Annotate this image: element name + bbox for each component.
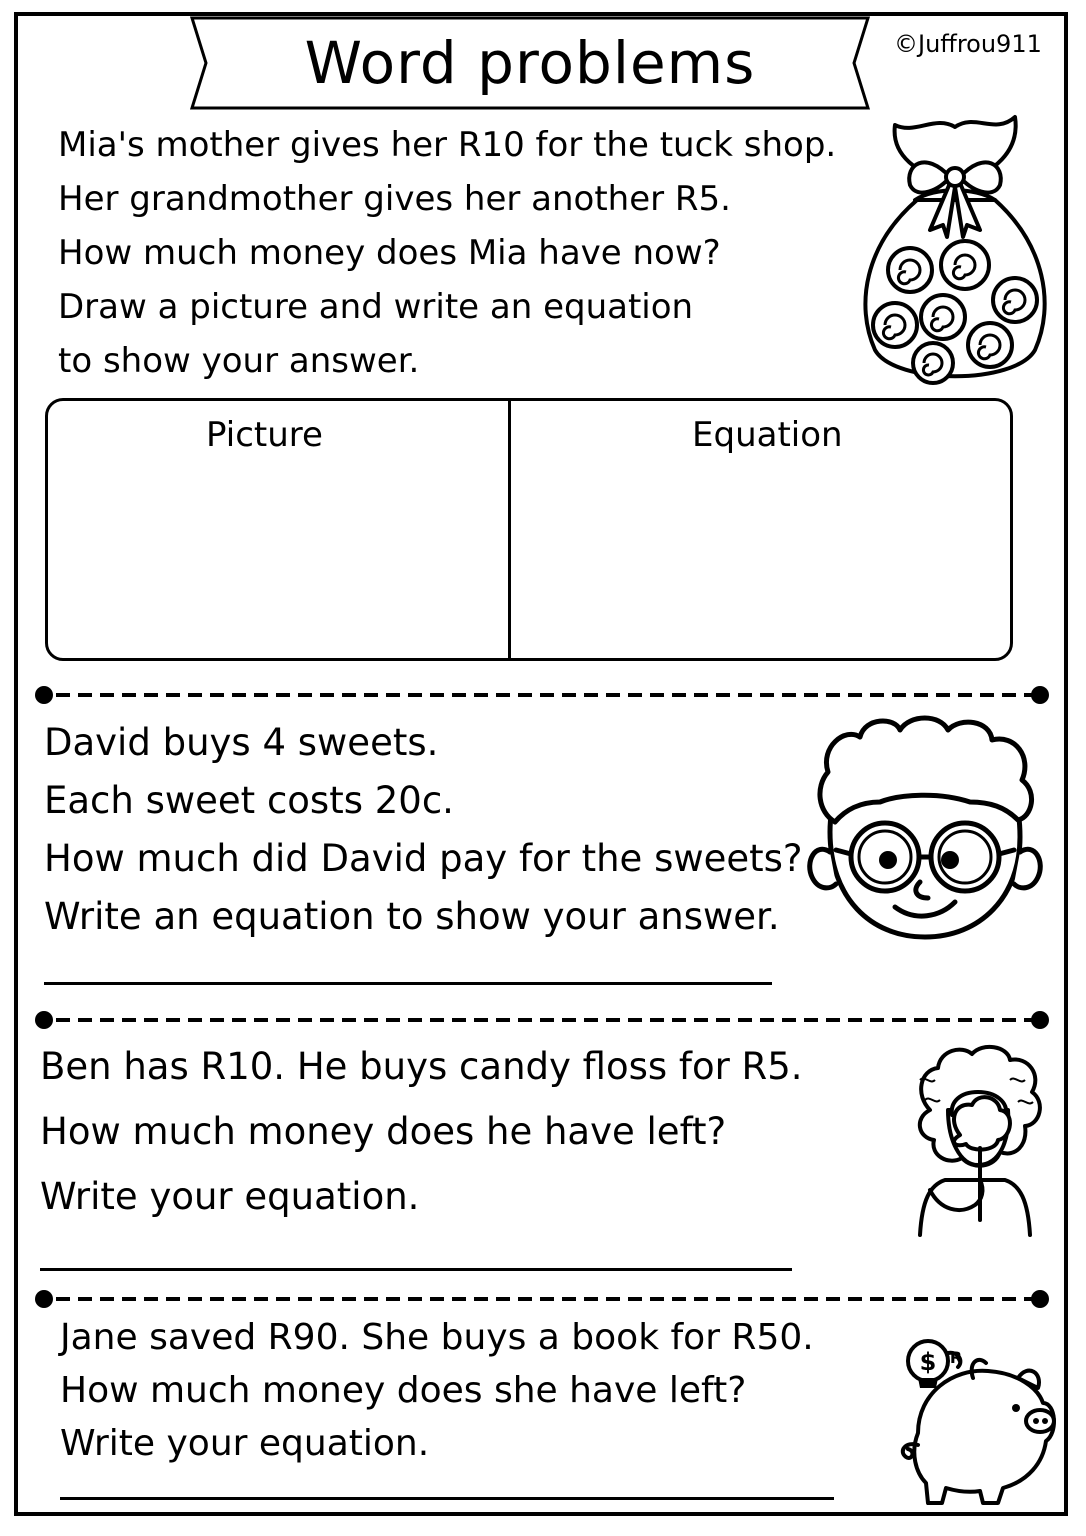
answer-box-divider — [508, 401, 511, 658]
picture-label: Picture — [206, 415, 323, 455]
problem-3-line-3: Write your equation. — [40, 1175, 420, 1218]
problem-4-answer-line[interactable] — [60, 1497, 834, 1500]
child-with-candy-floss-icon — [900, 1040, 1050, 1240]
page-title: Word problems — [304, 29, 756, 97]
problem-2-answer-line[interactable] — [44, 982, 772, 985]
problem-2-line-1: David buys 4 sweets. — [44, 721, 439, 764]
problem-1-line-3: How much money does Mia have now? — [58, 233, 721, 273]
section-separator-2 — [32, 1010, 1056, 1030]
problem-2-line-3: How much did David pay for the sweets? — [44, 837, 803, 880]
piggy-bank-icon — [878, 1333, 1060, 1508]
boy-with-glasses-icon — [800, 712, 1050, 947]
problem-2-line-2: Each sweet costs 20c. — [44, 779, 454, 822]
money-bag-with-coins-icon — [855, 105, 1055, 390]
problem-3-line-1: Ben has R10. He buys candy floss for R5. — [40, 1045, 803, 1088]
coin-rand-symbol: R — [949, 1348, 963, 1367]
problem-3-line-2: How much money does he have left? — [40, 1110, 727, 1153]
problem-1-line-4: Draw a picture and write an equation — [58, 287, 694, 327]
section-separator-3 — [32, 1289, 1056, 1309]
problem-4-line-2: How much money does she have left? — [60, 1370, 747, 1411]
problem-1-line-1: Mia's mother gives her R10 for the tuck shop. — [58, 125, 837, 165]
coin-dollar-symbol: $ — [919, 1348, 937, 1376]
title-banner — [190, 16, 870, 110]
problem-4-line-3: Write your equation. — [60, 1423, 430, 1464]
copyright-text: ©Juffrou911 — [894, 30, 1042, 58]
problem-2-line-4: Write an equation to show your answer. — [44, 895, 780, 938]
equation-label: Equation — [692, 415, 843, 455]
problem-1-line-5: to show your answer. — [58, 341, 420, 381]
problem-4-line-1: Jane saved R90. She buys a book for R50. — [60, 1317, 814, 1358]
problem-3-answer-line[interactable] — [40, 1268, 792, 1271]
section-separator-1 — [32, 685, 1056, 705]
picture-equation-answer-box[interactable] — [45, 398, 1013, 661]
problem-1-line-2: Her grandmother gives her another R5. — [58, 179, 731, 219]
